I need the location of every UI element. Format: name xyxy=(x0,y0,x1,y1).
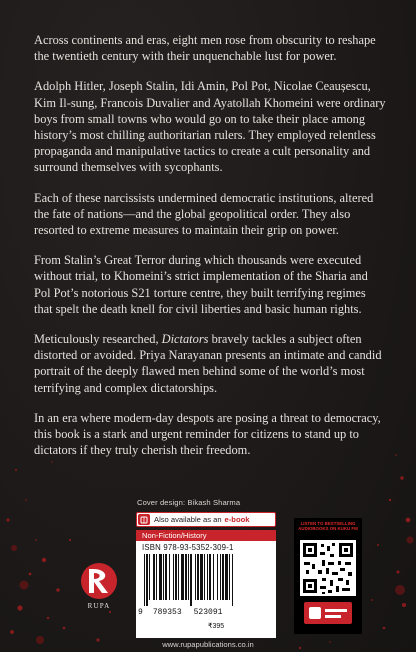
barcode-bar xyxy=(181,554,184,600)
audiobook-caption: LISTEN TO BESTSELLING AUDIOBOOKS ON KUKU FM xyxy=(298,521,358,532)
barcode-bar xyxy=(159,554,162,600)
price-label: ₹395 xyxy=(208,623,225,630)
blurb-paragraph-5-lead: Meticulously researched, xyxy=(34,332,162,347)
barcode-box xyxy=(136,530,276,638)
barcode-bar xyxy=(197,554,199,600)
barcode-bar xyxy=(232,554,233,606)
back-cover-blurb xyxy=(34,32,386,472)
cover-design-credit: Cover design: Bikash Sharma xyxy=(137,498,241,507)
barcode-bar xyxy=(200,554,203,600)
barcode-bar xyxy=(153,554,155,600)
barcode-icon xyxy=(142,554,270,606)
qr-code-icon[interactable] xyxy=(300,540,356,630)
barcode-digits xyxy=(138,608,274,617)
barcode-bar xyxy=(195,554,196,600)
blurb-paragraph-5-rest: bravely tackles a subject often distorted or avoided. Priya Narayanan presents an intimate and candid portrait of the deeply flawed men behind some of the world’s most terrifying and complex dictatorships. xyxy=(34,332,382,395)
barcode-bar xyxy=(220,554,221,600)
barcode-bar xyxy=(185,554,187,600)
book-title-italic: Dictators xyxy=(161,332,209,347)
barcode-digit-group-2: 523091 xyxy=(193,608,223,617)
barcode-bar xyxy=(146,554,148,606)
barcode-bar xyxy=(188,554,189,600)
ebook-label: e-book xyxy=(224,515,250,524)
ebook-prefix: Also available as an xyxy=(154,515,222,524)
genre-label: Non-Fiction/History xyxy=(136,530,276,541)
barcode-bar xyxy=(173,554,174,600)
barcode-bar xyxy=(144,554,145,606)
barcode-digit-group-1: 789353 xyxy=(152,608,182,617)
isbn-number: ISBN 978-93-5352-309-1 xyxy=(142,543,234,552)
publisher-name: RUPA xyxy=(87,602,111,610)
ebook-availability-banner xyxy=(136,512,276,527)
barcode-bar xyxy=(225,554,228,600)
blurb-paragraph-5 xyxy=(34,331,386,396)
rupa-logo-icon xyxy=(75,561,123,621)
publisher-website: www.rupapublications.co.in xyxy=(162,640,254,649)
barcode-bar xyxy=(190,554,192,606)
barcode-bar xyxy=(213,554,214,600)
barcode-bar xyxy=(149,554,150,600)
barcode-bar xyxy=(207,554,208,600)
blurb-paragraph-6: In an era where modern-day despots are posing a threat to democracy, this book is a stark and urgent reminder for citizens to stand up to dictators if they truly cherish their freedom. xyxy=(34,410,381,458)
barcode-bar xyxy=(222,554,224,600)
blurb-paragraph-2: Adolph Hitler, Joseph Stalin, Idi Amin, Pol Pot, Nicolae Ceaușescu, Kim Il-sung, Francois Duvalier and Ayatollah Khomeini were ordinary boys from small towns who would go on to take their place among history’s most chilling authoritarian rulers. They employed relentless propaganda and manipulative tactics to create a cult personality and surround themselves with sycophants. xyxy=(34,79,386,175)
barcode-bar xyxy=(209,554,211,600)
barcode-bar xyxy=(169,554,170,600)
barcode-bar xyxy=(229,554,230,600)
blurb-paragraph-4: From Stalin’s Great Terror during which thousands were executed without trial, to Khomeini’s strict implementation of the Sharia and Pol Pot’s notorious S21 torture centre, they built terrifying regimes that spelt the death knell for civil liberties and basic human rights. xyxy=(34,253,368,316)
barcode-bar xyxy=(165,554,167,600)
barcode-digit-lead: 9 xyxy=(138,608,143,617)
barcode-bar xyxy=(163,554,164,600)
blurb-paragraph-1: Across continents and eras, eight men rose from obscurity to reshape the twentieth century with their unquenchable lust for power. xyxy=(34,33,376,64)
barcode-bar xyxy=(217,554,218,600)
barcode-bar xyxy=(204,554,205,600)
barcode-bar xyxy=(175,554,177,600)
barcode-bar xyxy=(156,554,157,600)
blurb-paragraph-3: Each of these narcissists undermined democratic institutions, altered the fate of nations—and the global geopolitical order. They also resorted to extreme measures to maintain their grip on power. xyxy=(34,190,374,238)
ebook-icon xyxy=(138,514,150,525)
barcode-bar xyxy=(178,554,179,600)
